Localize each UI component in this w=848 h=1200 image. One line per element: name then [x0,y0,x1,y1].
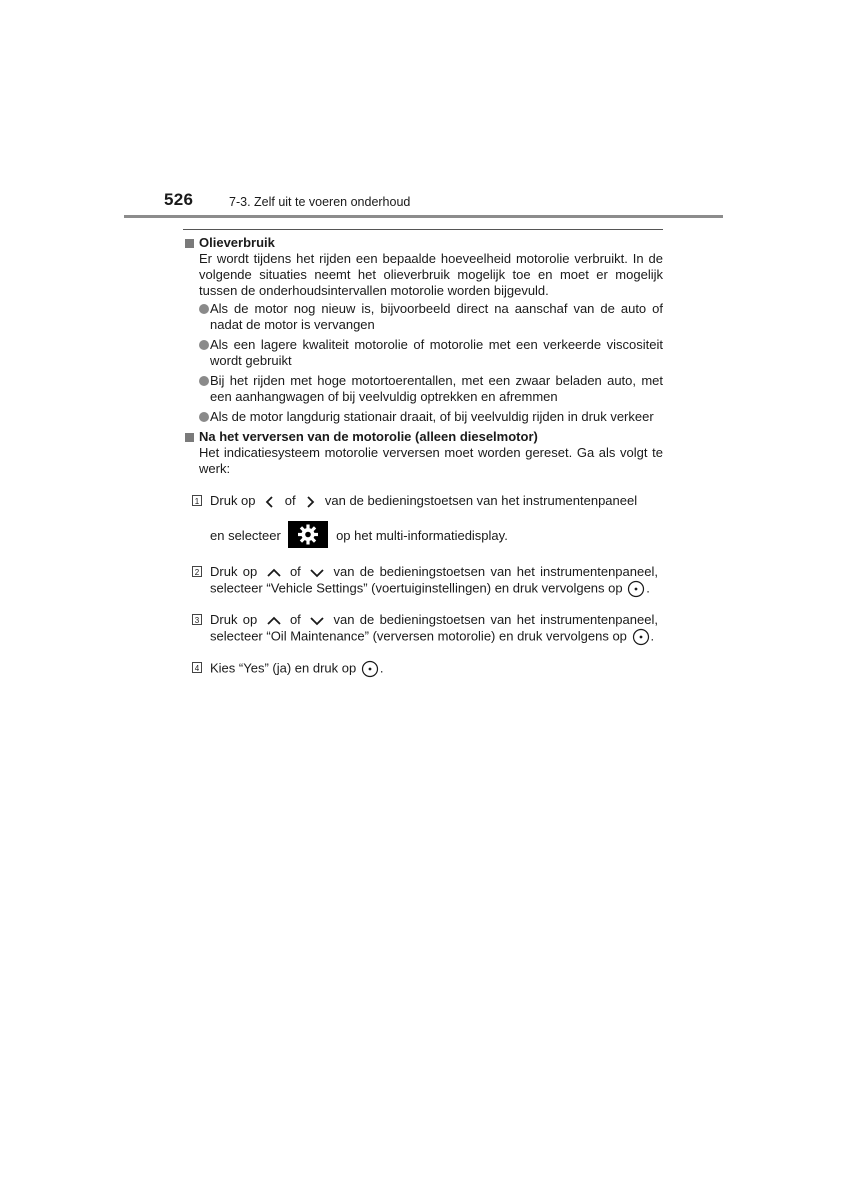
chevron-down-icon [306,615,328,627]
chevron-right-icon [299,495,321,509]
gear-icon [288,521,328,548]
list-item [199,373,663,405]
bullet-dot-icon [199,376,209,386]
step-4 [183,660,663,678]
list-item-text: Als de motor langdurig stationair draait, of bij veelvuldig rijden in druk verkeer [210,409,654,424]
step-text: van de bedieningstoetsen van het instrumentenpaneel [324,493,638,508]
chevron-up-icon [263,567,285,579]
step-text: . [646,580,650,596]
step-number: 2 [192,566,202,577]
list-item-text: Als de motor nog nieuw is, bijvoorbeeld direct na aanschaf van de auto of nadat de motor is vervangen [210,301,663,332]
section-heading-text: Na het verversen van de motorolie (alleen dieselmotor) [199,429,538,444]
step-text: Druk op [210,564,258,579]
step-number: 4 [192,662,202,673]
step-3 [183,612,663,646]
step-text: Kies “Yes” (ja) en druk op [210,660,357,676]
section-intro: Het indicatiesysteem motorolie verversen moet worden gereset. Ga als volgt te werk: [199,445,663,476]
step-number: 3 [192,614,202,625]
chevron-left-icon [259,495,281,509]
page-number: 526 [164,190,194,209]
step-number: 1 [192,495,202,506]
chapter-title: 7-3. Zelf uit te voeren onderhoud [229,195,411,209]
page-body [183,235,663,692]
step-text: en selecteer [210,527,281,543]
step-text: van de bedieningstoetsen van het instrumentenpaneel, selecteer “Vehicle Settings” (voertuiginstellingen) en druk vervolgens op [210,564,658,596]
section-intro: Er wordt tijdens het rijden een bepaalde hoeveelheid motorolie verbruikt. In de volgende situaties neemt het olieverbruik mogelijk toe en moet er mogelijk tussen de onderhoudsintervallen motorolie worden bijgevuld. [199,251,663,298]
list-item [199,337,663,369]
bullet-dot-icon [199,304,209,314]
section-heading-text: Olieverbruik [199,235,275,250]
section-heading-motorolie [183,429,663,445]
square-bullet-icon [185,433,194,442]
header-divider [124,215,723,218]
step-text: of [284,493,296,508]
step-text: of [289,564,301,579]
step-text: van de bedieningstoetsen van het instrumentenpaneel, selecteer “Oil Maintenance” (verversen motorolie) en druk vervolgens op [210,612,658,644]
list-item [199,301,663,333]
bullet-dot-icon [199,340,209,350]
section-divider [183,229,663,230]
chevron-down-icon [306,567,328,579]
chevron-up-icon [263,615,285,627]
step-1 [183,493,663,550]
list-item-text: Bij het rijden met hoge motortoerentallen, met een zwaar beladen auto, met een aanhangwagen of bij veelvuldig optrekken en afremmen [210,373,663,404]
list-item [199,409,663,425]
ok-button-icon [626,580,646,598]
step-text: Druk op [210,493,256,508]
bullet-dot-icon [199,412,209,422]
step-2 [183,564,663,598]
bullet-list [183,301,663,425]
ok-button-icon [631,628,651,646]
step-text: . [650,628,655,644]
step-text: of [289,612,301,627]
step-text: op het multi-informatiedisplay. [336,527,508,543]
step-line [210,523,658,550]
ok-button-icon [360,660,380,678]
square-bullet-icon [185,239,194,248]
step-text: Druk op [210,612,258,627]
page-header [0,0,848,222]
step-text: . [379,660,384,676]
list-item-text: Als een lagere kwaliteit motorolie of motorolie met een verkeerde viscositeit wordt gebruikt [210,337,663,368]
step-list [183,493,663,678]
section-heading-olieverbruik [183,235,663,251]
